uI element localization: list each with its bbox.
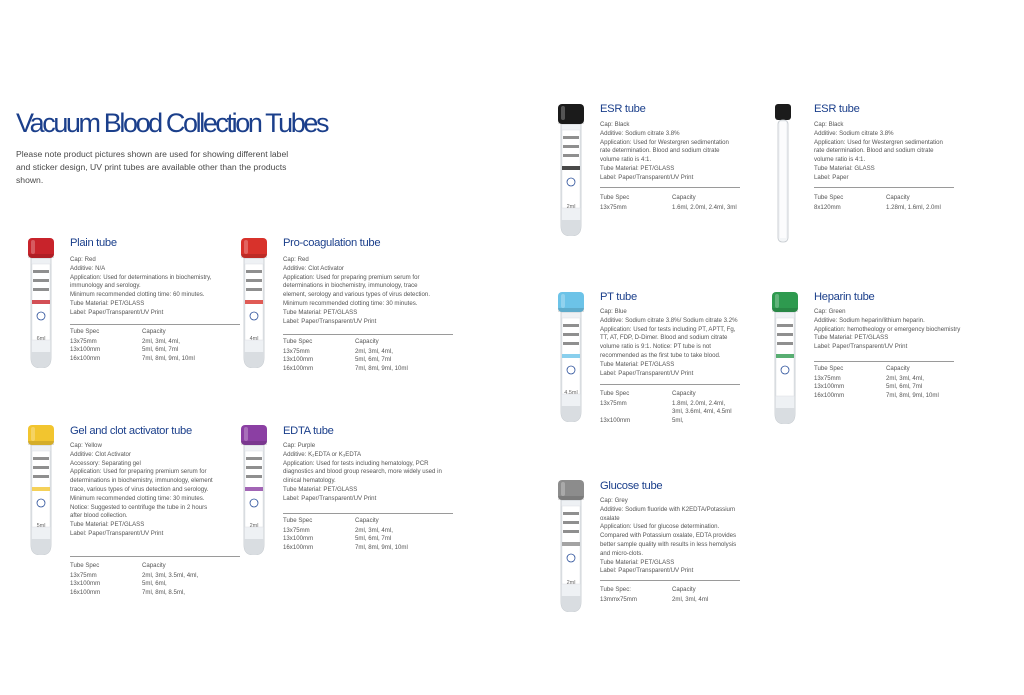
gel-tube-image — [28, 425, 54, 555]
plain-description-line: Cap: Red — [70, 256, 96, 263]
procoag-tube-image — [241, 238, 267, 368]
procoag-description-line: Application: Used for preparing premium serum for determinations in biochemistry, immunology, trace element, serology and various types of virus detection. — [283, 273, 431, 299]
procoag-description — [283, 256, 433, 326]
heparin-description — [814, 308, 964, 352]
capacity-header: Capacity — [355, 338, 379, 345]
esr2-description-line: Tube Material: GLASS — [814, 164, 875, 172]
tube-spec-value: 16x100mm — [283, 544, 314, 552]
plain-tube — [28, 238, 54, 373]
glucose-description-line: Application: Used for glucose determination. Compared with Potassium oxalate, EDTA provides better sample quality with results in less hemolysis and micro-clots. — [600, 523, 737, 557]
esr1-description — [600, 121, 740, 183]
heparin-description-line: Application: hemotheology or emergency biochemistry — [814, 325, 961, 333]
procoag-description-line: Tube Material: PET/GLASS — [283, 308, 358, 316]
gel-description-line: Minimum recommended clotting time: 30 minutes. — [70, 494, 205, 502]
pt-description-line: Label: Paper/Transparent/UV Print — [600, 369, 694, 377]
tube-spec-header: Tube Spec — [283, 338, 313, 345]
gel-description-line: Tube Material: PET/GLASS — [70, 521, 145, 529]
plain-tube-image — [28, 238, 54, 368]
heparin-description-line: Tube Material: PET/GLASS — [814, 334, 889, 342]
esr2-description-line: Additive: Sodium citrate 3.8% — [814, 129, 894, 137]
esr2-description-line: Application: Used for Westergren sedimentation rate determination. Blood and sodium citrate volume ratio is 4:1. — [814, 138, 943, 164]
gel-description-line: Additive: Clot Activator — [70, 450, 131, 458]
procoag-tube — [241, 238, 267, 373]
tube-spec-value: 13x75mm — [600, 399, 627, 407]
esr2-tube-image — [772, 104, 794, 246]
esr2-divider — [814, 187, 954, 188]
edta-tube-volume-label: 2ml — [249, 523, 259, 529]
gel-description-line: Notice: Suggested to centrifuge the tube in 2 hours after blood collection. — [70, 503, 208, 520]
esr2-tube — [772, 104, 794, 251]
tube-spec-value: 13mmx75mm — [600, 595, 637, 603]
capacity-header: Capacity — [886, 365, 910, 372]
gel-divider — [70, 556, 240, 557]
tube-spec-header: Tube Spec — [70, 328, 100, 335]
plain-description-line: Label: Paper/Transparent/UV Print — [70, 308, 164, 316]
pt-description-line: Tube Material: PET/GLASS — [600, 360, 675, 368]
procoag-description-line: Minimum recommended clotting time: 30 minutes. — [283, 299, 418, 307]
esr1-description-line: Label: Paper/Transparent/UV Print — [600, 173, 694, 181]
tube-spec-value: 13x100mm — [283, 535, 314, 543]
esr1-tube-image — [558, 104, 584, 236]
glucose-tube-volume-label: 2ml — [566, 580, 576, 586]
tube-spec-value: 13x75mm — [814, 374, 841, 382]
pt-description-line: Cap: Blue — [600, 308, 627, 315]
plain-tube-volume-label: 6ml — [36, 336, 46, 342]
edta-description-line: Application: Used for tests including hematology, PCR diagnostics and blood group research, more widely used in clinical hematology. — [283, 459, 442, 485]
capacity-value: 7ml, 8ml, 9ml, 10ml — [142, 355, 195, 363]
procoag-description-line: Label: Paper/Transparent/UV Print — [283, 317, 377, 325]
gel-tube-volume-label: 5ml — [36, 523, 46, 529]
pt-tube-image — [558, 292, 584, 422]
tube-spec-header: Tube Spec — [600, 390, 630, 397]
capacity-value: 5ml, 6ml, 7ml — [886, 383, 923, 391]
capacity-value: 5ml, 6ml, 7ml — [355, 356, 392, 364]
tube-spec-header: Tube Spec — [814, 194, 844, 201]
pt-description-line: Application: Used for tests including PT, APTT, Fg, TT, AT, FDP, D-Dimer. Blood and sodium citrate volume ratio is 9:1. Notice: PT tube is not recommended as the first tube to take blood. — [600, 325, 736, 359]
esr2-description-line: Label: Paper — [814, 173, 849, 181]
esr1-description-line: Cap: Black — [600, 121, 630, 128]
tube-spec-value: 16x100mm — [283, 365, 314, 373]
tube-spec-value: 13x75mm — [283, 526, 310, 534]
capacity-value: 1.6ml, 2.0ml, 2.4ml, 3ml — [672, 203, 737, 211]
plain-description-line: Tube Material: PET/GLASS — [70, 299, 145, 307]
intro-note: Please note product pictures shown are used for showing different label and sticker design, UV print tubes are available other than the products shown. — [16, 149, 289, 185]
tube-spec-value: 13x100mm — [600, 417, 631, 425]
edta-title: EDTA tube — [283, 425, 334, 437]
procoag-divider — [283, 334, 453, 335]
capacity-value: 2ml, 3ml, 3.5ml, 4ml, — [142, 571, 199, 579]
gel-description-line: Accessory: Separating gel — [70, 459, 141, 467]
capacity-value: 5ml, 6ml, — [142, 580, 167, 588]
esr1-tube — [558, 104, 584, 241]
tube-spec-value: 16x100mm — [814, 392, 845, 400]
heparin-tube — [772, 292, 798, 429]
gel-description-line: Cap: Yellow — [70, 442, 102, 449]
glucose-description — [600, 497, 740, 576]
plain-description-line: Application: Used for determinations in biochemistry, immunology and serology. — [70, 273, 212, 290]
capacity-header: Capacity — [672, 194, 696, 201]
esr1-description-line: Additive: Sodium citrate 3.8% — [600, 129, 680, 137]
procoag-description-line: Additive: Clot Activator — [283, 264, 344, 272]
pt-description-line: Additive: Sodium citrate 3.8%/ Sodium citrate 3.2% — [600, 316, 738, 324]
edta-description-line: Cap: Purple — [283, 442, 316, 449]
capacity-header: Capacity — [672, 390, 696, 397]
capacity-header: Capacity — [142, 328, 166, 335]
capacity-header: Capacity — [672, 586, 696, 593]
edta-description-line: Label: Paper/Transparent/UV Print — [283, 494, 377, 502]
tube-spec-value: 13x100mm — [814, 383, 845, 391]
capacity-value: 1.8ml, 2.0ml, 2.4ml, 3ml, 3.6ml, 4ml, 4.5ml — [672, 399, 732, 416]
tube-spec-value: 16x100mm — [70, 589, 101, 597]
procoag-tube-volume-label: 4ml — [249, 336, 259, 342]
plain-description — [70, 256, 230, 318]
pt-description — [600, 308, 740, 378]
esr2-description-line: Cap: Black — [814, 121, 844, 128]
glucose-tube — [558, 480, 584, 617]
heparin-description-line: Label: Paper/Transparent/UV Print — [814, 343, 908, 351]
heparin-description-line: Additive: Sodium heparin/lithium heparin. — [814, 316, 925, 324]
esr1-divider — [600, 187, 740, 188]
pt-tube — [558, 292, 584, 427]
glucose-description-line: Additive: Sodium fluoride with K2EDTA/Potassium oxalate — [600, 505, 736, 522]
capacity-value: 7ml, 8ml, 9ml, 10ml — [355, 365, 408, 373]
capacity-value: 1.28ml, 1.6ml, 2.0ml — [886, 203, 941, 211]
tube-spec-value: 13x75mm — [70, 337, 97, 345]
pt-divider — [600, 384, 740, 385]
glucose-title: Glucose tube — [600, 480, 663, 492]
plain-description-line: Minimum recommended clotting time: 60 minutes. — [70, 291, 205, 299]
gel-description-line: Label: Paper/Transparent/UV Print — [70, 529, 164, 537]
tube-spec-value: 8x120mm — [814, 203, 841, 211]
capacity-value: 5ml, — [672, 417, 684, 425]
glucose-description-line: Label: Paper/Transparent/UV Print — [600, 567, 694, 575]
edta-description — [283, 442, 443, 504]
glucose-description-line: Tube Material: PET/GLASS — [600, 558, 675, 566]
edta-tube-image — [241, 425, 267, 555]
pt-tube-volume-label: 4.5ml — [564, 390, 578, 396]
heparin-tube-image — [772, 292, 798, 424]
plain-description-line: Additive: N/A — [70, 264, 106, 272]
esr2-description — [814, 121, 954, 183]
procoag-description-line: Cap: Red — [283, 256, 309, 263]
edta-description-line: Tube Material: PET/GLASS — [283, 485, 358, 493]
capacity-value: 2ml, 3ml, 4ml, — [142, 337, 180, 345]
tube-spec-value: 13x75mm — [283, 347, 310, 355]
procoag-title: Pro-coagulation tube — [283, 237, 381, 249]
capacity-value: 5ml, 6ml, 7ml — [142, 346, 179, 354]
esr1-description-line: Application: Used for Westergren sedimentation rate determination. Blood and sodium citrate volume ratio is 4:1. — [600, 138, 729, 164]
edta-tube — [241, 425, 267, 560]
capacity-value: 7ml, 8ml, 9ml, 10ml — [355, 544, 408, 552]
plain-divider — [70, 324, 240, 325]
tube-spec-header: Tube Spec: — [600, 586, 631, 593]
glucose-description-line: Cap: Grey — [600, 497, 628, 504]
edta-description-line: Additive: K₂EDTA or K₃EDTA — [283, 450, 362, 458]
capacity-header: Capacity — [142, 562, 166, 569]
capacity-header: Capacity — [355, 517, 379, 524]
heparin-description-line: Cap: Green — [814, 308, 846, 315]
tube-spec-value: 16x100mm — [70, 355, 101, 363]
gel-description-line: Application: Used for preparing premium serum for determinations in biochemistry, immunology, element trace, various types of virus detection and serology. — [70, 468, 213, 493]
tube-spec-header: Tube Spec — [814, 365, 844, 372]
capacity-value: 5ml, 6ml, 7ml — [355, 535, 392, 543]
tube-spec-value: 13x100mm — [70, 346, 101, 354]
page-title: Vacuum Blood Collection Tubes — [16, 108, 328, 138]
capacity-value: 2ml, 3ml, 4ml, — [355, 347, 393, 355]
tube-spec-value: 13x75mm — [70, 571, 97, 579]
capacity-value: 2ml, 3ml, 4ml, — [886, 374, 924, 382]
capacity-value: 2ml, 3ml, 4ml — [672, 595, 709, 603]
glucose-divider — [600, 580, 740, 581]
tube-spec-header: Tube Spec — [600, 194, 630, 201]
gel-tube — [28, 425, 54, 560]
capacity-value: 7ml, 8ml, 8.5ml, — [142, 589, 186, 597]
capacity-value: 2ml, 3ml, 4ml, — [355, 526, 393, 534]
esr2-title: ESR tube — [814, 103, 860, 115]
esr1-tube-volume-label: 2ml — [566, 204, 576, 210]
plain-title: Plain tube — [70, 237, 117, 249]
pt-title: PT tube — [600, 291, 637, 303]
tube-spec-header: Tube Spec — [70, 562, 100, 569]
heparin-divider — [814, 361, 954, 362]
tube-spec-value: 13x100mm — [70, 580, 101, 588]
tube-spec-value: 13x100mm — [283, 356, 314, 364]
gel-title: Gel and clot activator tube — [70, 425, 192, 437]
glucose-tube-image — [558, 480, 584, 612]
capacity-header: Capacity — [886, 194, 910, 201]
capacity-value: 7ml, 8ml, 9ml, 10ml — [886, 392, 939, 400]
esr1-description-line: Tube Material: PET/GLASS — [600, 164, 675, 172]
edta-divider — [283, 513, 453, 514]
tube-spec-header: Tube Spec — [283, 517, 313, 524]
esr1-title: ESR tube — [600, 103, 646, 115]
gel-description — [70, 442, 220, 539]
tube-spec-value: 13x75mm — [600, 203, 627, 211]
heparin-title: Heparin tube — [814, 291, 875, 303]
